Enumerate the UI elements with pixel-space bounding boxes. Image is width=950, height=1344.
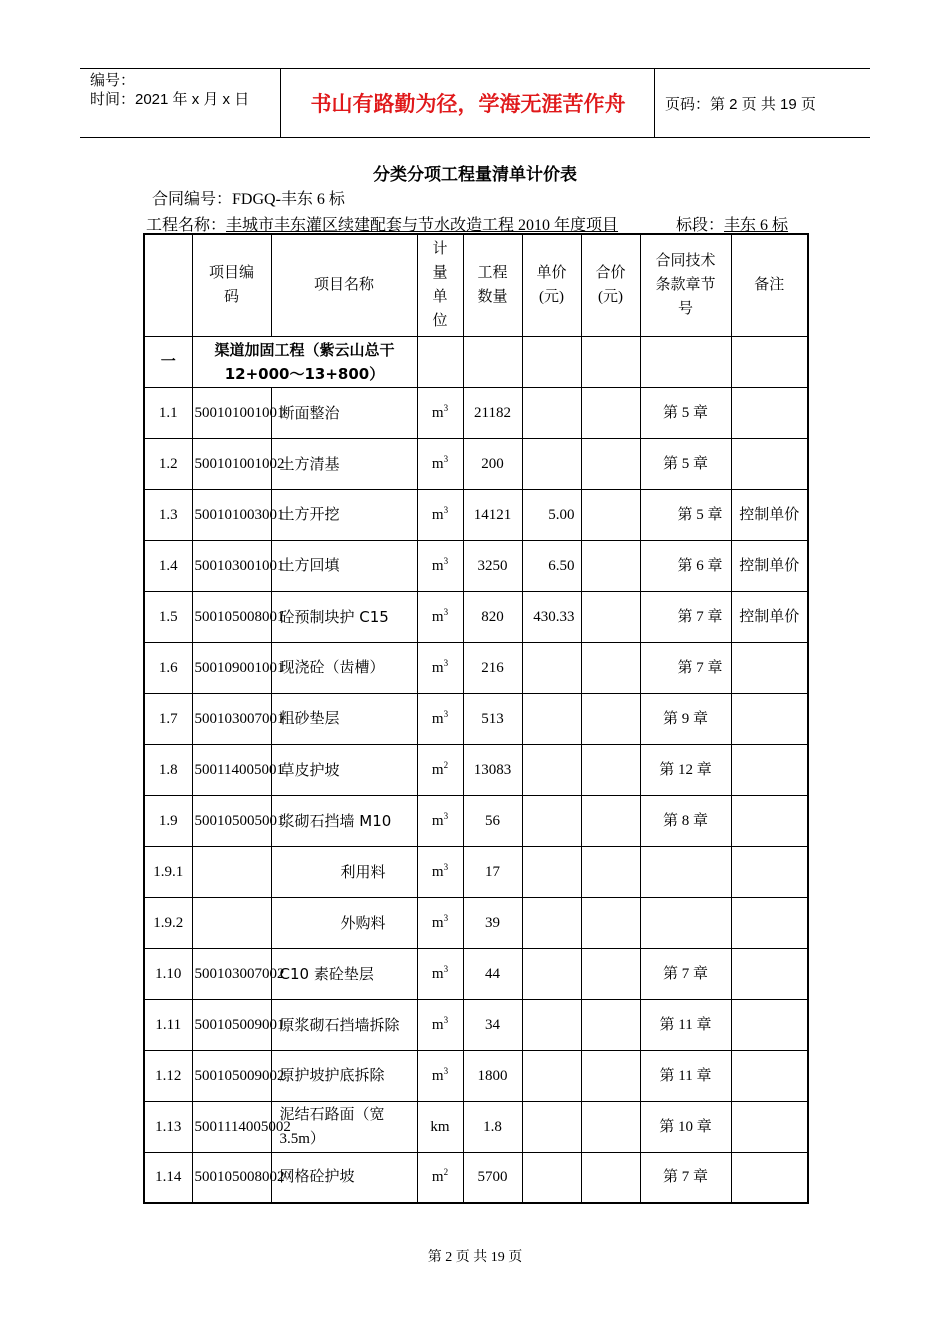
row-total	[581, 438, 640, 489]
row-unit-price	[522, 846, 581, 897]
row-qty: 200	[463, 438, 522, 489]
row-clause: 第 11 章	[640, 999, 731, 1050]
row-unit	[417, 591, 463, 642]
row-unit-price	[522, 693, 581, 744]
row-name: 原护坡护底拆除	[271, 1050, 417, 1101]
row-name: 浆砌石挡墙 M10	[271, 795, 417, 846]
row-seq: 1.4	[144, 540, 192, 591]
project-line	[146, 212, 806, 235]
row-unit	[417, 387, 463, 438]
row-qty: 3250	[463, 540, 522, 591]
project-prefix: 工程名称：	[146, 217, 227, 234]
row-unit-price	[522, 438, 581, 489]
row-seq: 1.9.1	[144, 846, 192, 897]
col-unit-price: 单价(元)	[522, 234, 581, 336]
row-total	[581, 948, 640, 999]
row-unit	[417, 846, 463, 897]
row-clause: 第 6 章	[640, 540, 731, 591]
unit-base: m	[431, 965, 444, 982]
row-clause: 第 7 章	[640, 642, 731, 693]
row-note: 控制单价	[731, 591, 808, 642]
unit-base: m	[431, 557, 444, 574]
section-row	[144, 336, 808, 387]
row-code: 500105008001	[192, 591, 271, 642]
row-code: 500101001002	[192, 438, 271, 489]
row-total	[581, 540, 640, 591]
row-unit	[417, 540, 463, 591]
unit-base: m	[431, 506, 444, 523]
row-unit-price	[522, 999, 581, 1050]
section-label: 标段：	[676, 217, 725, 234]
row-total	[581, 489, 640, 540]
row-name: 砼预制块护 C15	[271, 591, 417, 642]
doc-title: 分类分项工程量清单计价表	[373, 165, 577, 185]
unit-base: m	[431, 1016, 444, 1033]
table-row	[144, 642, 808, 693]
row-seq: 1.3	[144, 489, 192, 540]
row-unit	[417, 693, 463, 744]
table-row	[144, 897, 808, 948]
row-unit	[417, 795, 463, 846]
row-name: C10 素砼垫层	[271, 948, 417, 999]
unit-exponent: 3	[443, 402, 449, 413]
section-name: 渠道加固工程（紫云山总干 12+000～13+800）	[192, 336, 417, 387]
table-row	[144, 387, 808, 438]
row-name: 利用料	[271, 846, 417, 897]
row-total	[581, 795, 640, 846]
row-qty: 56	[463, 795, 522, 846]
unit-base: m	[431, 812, 444, 829]
row-unit-price	[522, 795, 581, 846]
time-label: 时间：2021 年 x 月 x 日	[90, 91, 250, 108]
row-unit-price	[522, 897, 581, 948]
bill-of-quantities-table	[143, 233, 809, 1204]
unit-base: m	[431, 1169, 444, 1186]
table-row	[144, 693, 808, 744]
row-clause: 第 5 章	[640, 489, 731, 540]
unit-base: m	[431, 608, 444, 625]
page-header	[80, 68, 870, 138]
row-note	[731, 795, 808, 846]
table-row	[144, 489, 808, 540]
row-note	[731, 948, 808, 999]
row-unit	[417, 1152, 463, 1203]
row-clause: 第 7 章	[640, 591, 731, 642]
row-qty: 39	[463, 897, 522, 948]
row-name: 土方回填	[271, 540, 417, 591]
row-unit-price	[522, 387, 581, 438]
col-seq	[144, 234, 192, 336]
row-total	[581, 1050, 640, 1101]
row-unit	[417, 744, 463, 795]
row-clause	[640, 846, 731, 897]
row-unit	[417, 489, 463, 540]
table-header-row	[144, 234, 808, 336]
col-name: 项目名称	[271, 234, 417, 336]
row-note: 控制单价	[731, 489, 808, 540]
row-unit-price: 6.50	[522, 540, 581, 591]
row-total	[581, 1152, 640, 1203]
unit-base: m	[431, 863, 444, 880]
row-name: 粗砂垫层	[271, 693, 417, 744]
page-info: 页码：第 2 页 共 19 页	[665, 95, 816, 113]
unit-exponent: 3	[443, 555, 449, 566]
unit-exponent: 3	[443, 708, 449, 719]
row-clause: 第 7 章	[640, 948, 731, 999]
unit-base: m	[431, 404, 444, 421]
section-info	[676, 212, 788, 235]
row-seq: 1.9	[144, 795, 192, 846]
row-total	[581, 591, 640, 642]
row-unit	[417, 642, 463, 693]
row-total	[581, 846, 640, 897]
table-row	[144, 1050, 808, 1101]
col-note: 备注	[731, 234, 808, 336]
row-code: 500109001001	[192, 642, 271, 693]
row-unit	[417, 999, 463, 1050]
unit-base: m	[431, 914, 444, 931]
row-clause: 第 9 章	[640, 693, 731, 744]
row-total	[581, 897, 640, 948]
table-body	[144, 387, 808, 1203]
col-qty: 工程数量	[463, 234, 522, 336]
slogan: 书山有路勤为径，学海无涯苦作舟	[282, 69, 655, 137]
section-number: 一	[144, 336, 192, 387]
row-note	[731, 897, 808, 948]
row-seq: 1.8	[144, 744, 192, 795]
row-code: 500101003001	[192, 489, 271, 540]
row-total	[581, 693, 640, 744]
row-note	[731, 846, 808, 897]
table-row	[144, 438, 808, 489]
table-row	[144, 795, 808, 846]
row-note	[731, 693, 808, 744]
row-qty: 820	[463, 591, 522, 642]
row-unit	[417, 1050, 463, 1101]
row-unit-price	[522, 642, 581, 693]
row-unit-price: 430.33	[522, 591, 581, 642]
page-footer: 第 2 页 共 19 页	[427, 1250, 523, 1265]
unit-exponent: 3	[443, 657, 449, 668]
row-seq: 1.12	[144, 1050, 192, 1101]
row-note	[731, 744, 808, 795]
row-code: 500105008002	[192, 1152, 271, 1203]
row-clause: 第 5 章	[640, 438, 731, 489]
row-seq: 1.10	[144, 948, 192, 999]
contract-number: 合同编号：FDGQ-丰东 6 标	[152, 191, 345, 208]
row-unit-price	[522, 744, 581, 795]
row-clause: 第 8 章	[640, 795, 731, 846]
unit-base: m	[431, 455, 444, 472]
row-name: 外购料	[271, 897, 417, 948]
row-unit	[417, 438, 463, 489]
unit-base: km	[430, 1118, 450, 1135]
unit-exponent: 2	[443, 1167, 449, 1178]
unit-exponent: 3	[443, 861, 449, 872]
unit-base: m	[431, 659, 444, 676]
row-name: 草皮护坡	[271, 744, 417, 795]
row-seq: 1.2	[144, 438, 192, 489]
row-seq: 1.9.2	[144, 897, 192, 948]
row-qty: 34	[463, 999, 522, 1050]
col-unit: 计量单位	[417, 234, 463, 336]
row-code: 500103001001	[192, 540, 271, 591]
row-seq: 1.1	[144, 387, 192, 438]
number-label: 编号：	[90, 72, 136, 89]
unit-base: m	[431, 761, 444, 778]
unit-base: m	[431, 710, 444, 727]
row-total	[581, 642, 640, 693]
row-note	[731, 642, 808, 693]
row-name: 土方开挖	[271, 489, 417, 540]
row-clause: 第 12 章	[640, 744, 731, 795]
table-row	[144, 948, 808, 999]
table-row	[144, 999, 808, 1050]
table-row	[144, 1152, 808, 1203]
row-qty: 17	[463, 846, 522, 897]
row-unit	[417, 897, 463, 948]
unit-exponent: 3	[443, 1014, 449, 1025]
row-name: 现浇砼（齿槽）	[271, 642, 417, 693]
row-unit-price	[522, 1101, 581, 1152]
row-unit-price	[522, 948, 581, 999]
row-seq: 1.7	[144, 693, 192, 744]
row-clause: 第 7 章	[640, 1152, 731, 1203]
row-clause: 第 10 章	[640, 1101, 731, 1152]
row-qty: 1800	[463, 1050, 522, 1101]
row-total	[581, 744, 640, 795]
row-code: 500103007002	[192, 948, 271, 999]
row-qty: 44	[463, 948, 522, 999]
row-note	[731, 1101, 808, 1152]
row-name: 泥结石路面（宽 3.5m）	[271, 1101, 417, 1152]
row-note: 控制单价	[731, 540, 808, 591]
section-value: 丰东 6 标	[724, 217, 789, 234]
row-code: 500105009001	[192, 999, 271, 1050]
col-total: 合价(元)	[581, 234, 640, 336]
row-qty: 513	[463, 693, 522, 744]
unit-base: m	[431, 1067, 444, 1084]
row-name: 原浆砌石挡墙拆除	[271, 999, 417, 1050]
row-note	[731, 1152, 808, 1203]
row-total	[581, 999, 640, 1050]
row-qty: 5700	[463, 1152, 522, 1203]
table-row	[144, 591, 808, 642]
row-code: 500103007001	[192, 693, 271, 744]
row-total	[581, 387, 640, 438]
row-qty: 21182	[463, 387, 522, 438]
unit-exponent: 3	[443, 963, 449, 974]
unit-exponent: 3	[443, 1065, 449, 1076]
row-total	[581, 1101, 640, 1152]
row-code: 500105005001	[192, 795, 271, 846]
row-code	[192, 897, 271, 948]
unit-exponent: 3	[443, 810, 449, 821]
row-code: 500114005001	[192, 744, 271, 795]
col-code: 项目编码	[192, 234, 271, 336]
row-seq: 1.6	[144, 642, 192, 693]
header-meta	[80, 69, 281, 137]
row-seq: 1.5	[144, 591, 192, 642]
row-clause: 第 11 章	[640, 1050, 731, 1101]
row-qty: 1.8	[463, 1101, 522, 1152]
row-seq: 1.11	[144, 999, 192, 1050]
table-row	[144, 1101, 808, 1152]
row-note	[731, 438, 808, 489]
table-row	[144, 846, 808, 897]
row-name: 网格砼护坡	[271, 1152, 417, 1203]
col-clause: 合同技术条款章节号	[640, 234, 731, 336]
row-name: 土方清基	[271, 438, 417, 489]
unit-exponent: 2	[443, 759, 449, 770]
row-seq: 1.13	[144, 1101, 192, 1152]
unit-exponent: 3	[443, 912, 449, 923]
row-code: 500105009002	[192, 1050, 271, 1101]
unit-exponent: 3	[443, 606, 449, 617]
row-unit-price: 5.00	[522, 489, 581, 540]
row-qty: 216	[463, 642, 522, 693]
row-seq: 1.14	[144, 1152, 192, 1203]
row-unit-price	[522, 1152, 581, 1203]
row-code: 500101001001	[192, 387, 271, 438]
row-clause	[640, 897, 731, 948]
row-qty: 13083	[463, 744, 522, 795]
row-name: 断面整治	[271, 387, 417, 438]
row-unit	[417, 1101, 463, 1152]
row-qty: 14121	[463, 489, 522, 540]
unit-exponent: 3	[443, 453, 449, 464]
row-unit	[417, 948, 463, 999]
row-code: 5001114005002	[192, 1101, 271, 1152]
row-note	[731, 1050, 808, 1101]
row-code	[192, 846, 271, 897]
row-note	[731, 387, 808, 438]
table-row	[144, 744, 808, 795]
unit-exponent: 3	[443, 504, 449, 515]
row-note	[731, 999, 808, 1050]
project-name: 丰城市丰东灌区续建配套与节水改造工程 2010 年度项目	[226, 217, 619, 234]
table-row	[144, 540, 808, 591]
row-clause: 第 5 章	[640, 387, 731, 438]
row-unit-price	[522, 1050, 581, 1101]
